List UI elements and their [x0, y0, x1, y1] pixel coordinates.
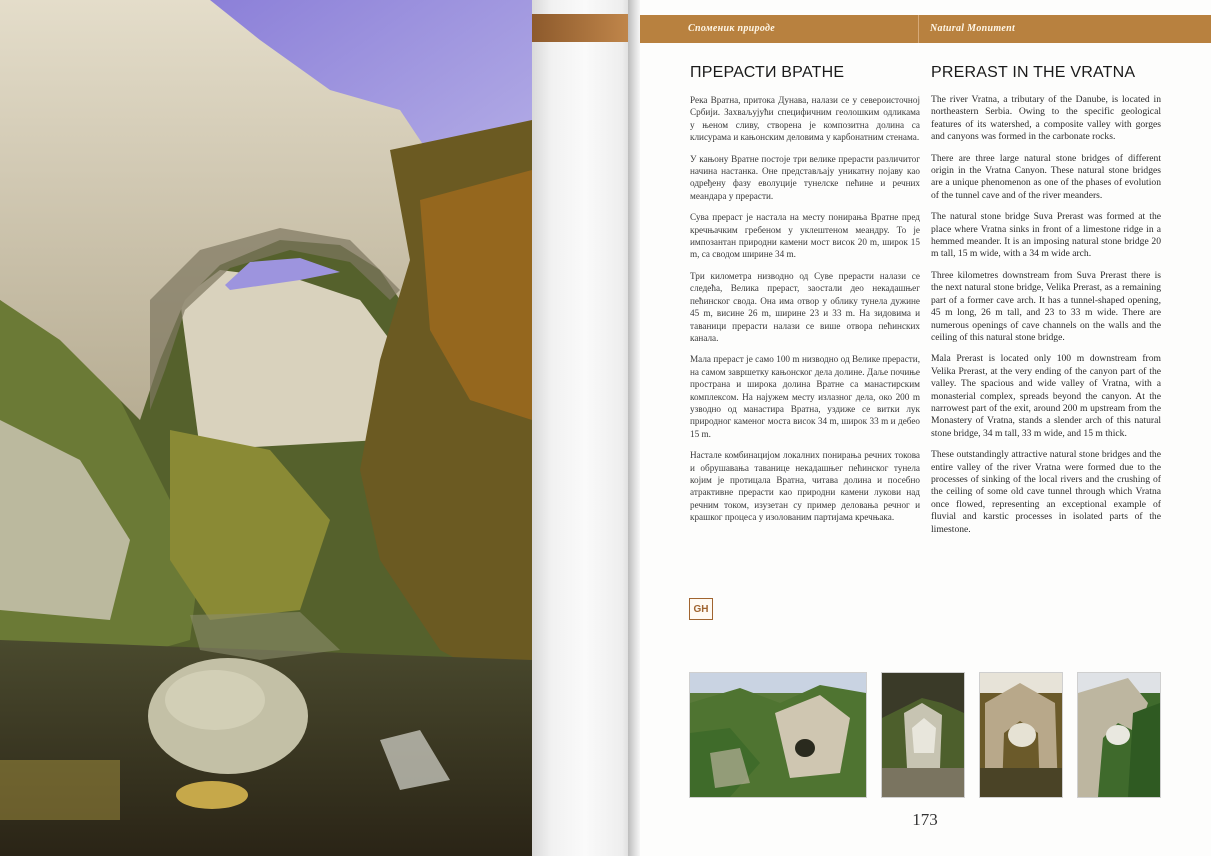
blank-page	[532, 0, 638, 856]
english-title: PRERAST IN THE VRATNA	[931, 64, 1136, 81]
thumbnail-canyon	[689, 672, 867, 798]
header-label-english: Natural Monument	[930, 23, 1016, 34]
header-divider	[918, 15, 919, 43]
english-paragraph: There are three large natural stone bridges of different origin in the Vratna Canyon. These natural stone bridges are a unique phenomenon as one of the phases of evolution of the tunnel cave and of the river meanders.	[931, 152, 1161, 201]
serbian-paragraph: Три километра низводно од Суве прерасти налази се следећа, Велика прераст, заостали део некадашњег пећинског свода. Она има отвор у облику тунела дужине 45 m, висине 26 m, ширине 23 и 33 m. На зидовима и таваници прерасти налази се више отвора пећинских канала.	[690, 270, 920, 343]
serbian-paragraph: У кањону Вратне постоје три велике прерасти различитог начина настанка. Оне представљају уникатну појаву као одређену фазу еволуције тунелске пећине и речних меандара у прерасти.	[690, 153, 920, 201]
english-column	[931, 64, 1161, 545]
serbian-paragraph: Настале комбинацијом локалних понирања речних токова и обрушавања таванице некадашњег пећинског тунела којим је протицала Вратна, читава долина и посебно атрактивне прерасти као природни камени лукови над речним током, изузетан су пример деловања речног и крашког процеса у изолованим партијама кречњака.	[690, 450, 920, 523]
serbian-paragraph: Сува прераст је настала на месту понирања Вратне пред кречњачким гребеном у уклештеном меандру. То је импозантан природни камени мост висок 20 m, широк 15 m, са сводом ширине 34 m.	[690, 212, 920, 260]
english-paragraph: The river Vratna, a tributary of the Danube, is located in northeastern Serbia. Owing to the specific geological features of its watershed, a composite valley with gorges and canyons was formed in the carbonate rocks.	[931, 94, 1161, 143]
serbian-paragraph: Река Вратна, притока Дунава, налази се у североисточној Србији. Захваљујући специфичним геолошким одликама у њеном сливу, створена је композитна долина са клисурама и кањонским деловима у карбонатним стенама.	[690, 95, 920, 143]
english-paragraph: Mala Prerast is located only 100 m downstream from Velika Prerast, at the very ending of the canyon part of the valley. The spacious and wide valley of Vratna, with a monasterial complex, spreads beyond the canyon. At the narrowest part of the exit, around 200 m upstream from the Monastery of Vratna, stands a slender arch of this natural stone bridge, 34 m tall, 33 m wide, and 15 m thick.	[931, 353, 1161, 439]
thumbnail-arch-2	[979, 672, 1063, 798]
header-label-serbian: Споменик природе	[688, 23, 776, 34]
main-photo	[0, 0, 532, 856]
english-paragraph: These outstandingly attractive natural stone bridges and the entire valley of the river Vratna were formed due to the processes of sinking of the local rivers and the crushing of the ceiling of some old cave tunnel through which Vratna once flowed, representing an exceptional example of fluvial and karstic processes in isolated parts of the limestone.	[931, 449, 1161, 535]
thumbnail-arch-1	[881, 672, 965, 798]
header-band	[640, 15, 1211, 43]
stone-arch-photo	[0, 0, 532, 856]
english-paragraph: The natural stone bridge Suva Prerast was formed at the place where Vratna sinks in front of a limestone ridge in a hemmed meander. It is an imposing natural stone bridge 20 m tall, 15 m wide, with a 34 m wide arch.	[931, 211, 1161, 260]
thumbnail-arch-3	[1077, 672, 1161, 798]
page-number: 173	[912, 810, 938, 829]
serbian-column	[690, 64, 920, 533]
serbian-paragraph: Мала прераст је само 100 m низводно од Велике прерасти, на самом завршетку кањонског дела долине. Даље почиње пространа и широка долина Вратне са манастирским комплексом. На најужем месту излазног дела, око 200 m узводно од манастира Вратна, уздиже се витки лук природног каменог моста висок 34 m, широк 33 m и дебео 15 m.	[690, 354, 920, 439]
serbian-title: ПРЕРАСТИ ВРАТНЕ	[690, 64, 845, 81]
gh-badge: GH	[689, 598, 713, 620]
header-band-left	[532, 14, 638, 42]
english-paragraph: Three kilometres downstream from Suva Prerast there is the next natural stone bridge, Velika Prerast, as a remaining part of a former cave arch. It has a tunnel-shaped opening, 45 m long, 26 m tall, and 23 to 33 m wide. There are numerous openings of cave channels on the walls and the ceiling of this natural stone bridge.	[931, 269, 1161, 343]
